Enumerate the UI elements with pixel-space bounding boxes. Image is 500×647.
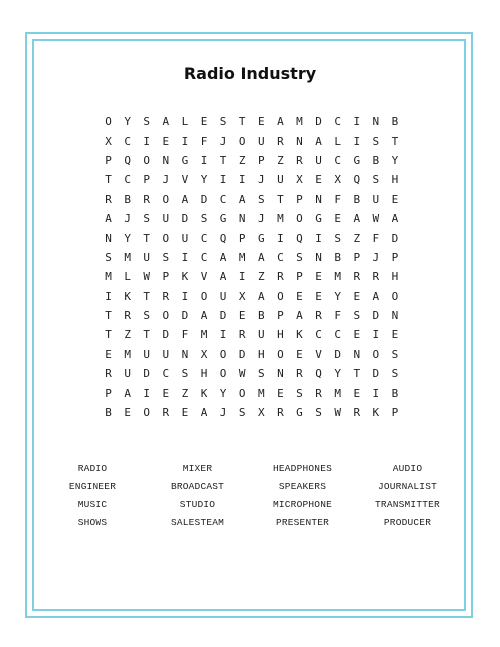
grid-letter: S: [296, 250, 303, 264]
grid-letter: O: [219, 367, 227, 381]
grid-letter: U: [162, 212, 170, 226]
grid-letter: R: [105, 192, 112, 206]
grid-letter: R: [296, 153, 303, 167]
grid-letter: A: [219, 270, 227, 284]
grid-letter: K: [372, 406, 380, 420]
grid-letter: T: [277, 192, 284, 206]
grid-letter: E: [296, 289, 303, 303]
grid-letter: I: [105, 289, 112, 303]
grid-letter: T: [105, 309, 112, 323]
grid-letter: Z: [181, 386, 189, 400]
grid-letter: A: [257, 289, 265, 303]
grid-letter: C: [334, 115, 341, 129]
grid-letter: D: [181, 212, 189, 226]
word-row: [40, 495, 460, 513]
grid-letter: D: [315, 115, 322, 129]
grid-letter: E: [238, 309, 246, 323]
grid-letter: I: [181, 134, 189, 148]
grid-letter: M: [257, 386, 265, 400]
grid-letter: R: [296, 367, 303, 381]
grid-letter: W: [143, 270, 151, 284]
grid-letter: P: [105, 153, 112, 167]
grid-row: [99, 403, 405, 422]
grid-letter: M: [124, 250, 131, 264]
grid-letter: J: [162, 173, 170, 187]
grid-letter: O: [277, 347, 284, 361]
grid-letter: H: [277, 328, 284, 342]
grid-letter: T: [143, 231, 151, 245]
grid-letter: I: [315, 231, 322, 245]
grid-letter: P: [162, 270, 170, 284]
grid-letter: P: [391, 250, 399, 264]
grid-letter: A: [200, 406, 208, 420]
grid-letter: S: [315, 406, 322, 420]
grid-letter: N: [315, 192, 322, 206]
grid-letter: F: [372, 231, 380, 245]
grid-letter: S: [353, 309, 361, 323]
grid-letter: R: [124, 309, 131, 323]
grid-letter: C: [200, 231, 208, 245]
grid-letter: Z: [257, 270, 265, 284]
grid-letter: P: [277, 309, 284, 323]
grid-letter: Q: [315, 367, 322, 381]
grid-letter: R: [277, 134, 284, 148]
grid-letter: P: [105, 386, 112, 400]
grid-letter: K: [200, 386, 208, 400]
grid-row: [99, 383, 405, 402]
grid-letter: R: [353, 406, 361, 420]
grid-letter: E: [277, 386, 284, 400]
grid-letter: Y: [334, 289, 341, 303]
grid-letter: P: [143, 173, 151, 187]
grid-letter: J: [219, 134, 227, 148]
grid-letter: O: [200, 289, 208, 303]
grid-letter: E: [181, 406, 189, 420]
puzzle-title: Radio Industry: [183, 64, 317, 83]
grid-letter: O: [143, 153, 151, 167]
grid-letter: Z: [353, 231, 361, 245]
grid-letter: C: [200, 250, 208, 264]
grid-letter: B: [257, 309, 265, 323]
grid-letter: G: [315, 212, 322, 226]
grid-letter: E: [105, 347, 112, 361]
grid-letter: E: [353, 328, 361, 342]
grid-letter: L: [334, 134, 341, 148]
grid-letter: N: [315, 250, 322, 264]
grid-letter: I: [372, 386, 380, 400]
search-word: MICROPHONE: [272, 498, 332, 510]
grid-letter: D: [372, 309, 380, 323]
grid-letter: I: [277, 231, 284, 245]
grid-row: [99, 209, 405, 228]
search-word: STUDIO: [179, 498, 216, 510]
grid-row: [99, 151, 405, 170]
grid-letter: U: [257, 328, 265, 342]
grid-letter: T: [391, 134, 399, 148]
search-word: JOURNALIST: [377, 480, 437, 492]
grid-letter: L: [181, 115, 189, 129]
grid-letter: D: [219, 309, 227, 323]
grid-letter: P: [391, 406, 399, 420]
word-list: [40, 459, 460, 531]
grid-letter: J: [257, 212, 265, 226]
grid-letter: C: [219, 192, 227, 206]
grid-row: [99, 248, 405, 267]
grid-letter: S: [334, 231, 341, 245]
grid-letter: F: [200, 134, 208, 148]
grid-letter: A: [105, 212, 112, 226]
grid-letter: M: [200, 328, 208, 342]
grid-row: [99, 112, 405, 131]
grid-letter: E: [257, 115, 265, 129]
grid-letter: N: [372, 115, 380, 129]
grid-letter: G: [181, 153, 189, 167]
grid-letter: S: [200, 212, 208, 226]
grid-letter: Y: [391, 153, 399, 167]
grid-letter: T: [143, 289, 151, 303]
word-row: [40, 477, 460, 495]
search-word: RADIO: [77, 462, 108, 474]
grid-letter: J: [124, 212, 131, 226]
grid-letter: E: [353, 289, 361, 303]
grid-letter: H: [391, 173, 399, 187]
grid-letter: W: [238, 367, 246, 381]
grid-letter: U: [162, 347, 170, 361]
grid-letter: D: [334, 347, 341, 361]
grid-letter: A: [391, 212, 399, 226]
search-word: MIXER: [182, 462, 213, 474]
grid-letter: R: [105, 367, 112, 381]
grid-letter: Y: [219, 386, 227, 400]
grid-row: [99, 228, 405, 247]
grid-letter: E: [391, 328, 399, 342]
grid-letter: C: [124, 134, 131, 148]
grid-letter: E: [391, 192, 399, 206]
grid-letter: N: [105, 231, 112, 245]
grid-letter: U: [257, 134, 265, 148]
grid-letter: Y: [124, 231, 131, 245]
grid-letter: E: [162, 386, 170, 400]
grid-letter: S: [391, 347, 399, 361]
grid-row: [99, 364, 405, 383]
grid-letter: P: [257, 153, 265, 167]
search-word: AUDIO: [392, 462, 423, 474]
grid-letter: N: [296, 134, 303, 148]
search-word: ENGINEER: [68, 480, 117, 492]
grid-letter: O: [238, 134, 246, 148]
grid-letter: D: [372, 367, 380, 381]
grid-letter: O: [391, 289, 399, 303]
grid-letter: Q: [219, 231, 227, 245]
grid-letter: I: [181, 250, 189, 264]
grid-letter: F: [334, 192, 341, 206]
grid-letter: S: [143, 115, 151, 129]
grid-letter: T: [143, 328, 151, 342]
grid-letter: E: [353, 386, 361, 400]
grid-letter: C: [162, 367, 170, 381]
grid-letter: T: [238, 115, 246, 129]
grid-letter: C: [124, 173, 131, 187]
grid-letter: C: [277, 250, 284, 264]
grid-letter: S: [238, 406, 246, 420]
grid-letter: E: [296, 347, 303, 361]
grid-letter: I: [143, 134, 151, 148]
grid-letter: H: [391, 270, 399, 284]
search-word: SPEAKERS: [278, 480, 327, 492]
grid-letter: M: [334, 270, 341, 284]
grid-letter: E: [315, 270, 322, 284]
grid-letter: D: [181, 309, 189, 323]
grid-letter: S: [372, 134, 380, 148]
grid-row: [99, 170, 405, 189]
grid-letter: B: [372, 153, 380, 167]
grid-letter: D: [143, 367, 151, 381]
grid-letter: O: [162, 231, 170, 245]
grid-letter: E: [200, 115, 208, 129]
grid-letter: R: [315, 386, 322, 400]
grid-letter: D: [238, 347, 246, 361]
grid-letter: H: [200, 367, 208, 381]
grid-letter: A: [257, 250, 265, 264]
grid-letter: V: [315, 347, 322, 361]
grid-row: [99, 190, 405, 209]
grid-letter: E: [334, 212, 341, 226]
grid-letter: R: [372, 270, 380, 284]
grid-letter: X: [296, 173, 303, 187]
grid-letter: R: [238, 328, 246, 342]
grid-letter: B: [105, 406, 112, 420]
grid-letter: A: [124, 386, 131, 400]
grid-row: [99, 287, 405, 306]
grid-letter: A: [353, 212, 361, 226]
grid-letter: T: [353, 367, 361, 381]
grid-letter: F: [334, 309, 341, 323]
grid-letter: U: [143, 250, 151, 264]
grid-letter: D: [391, 231, 399, 245]
grid-letter: O: [143, 406, 151, 420]
grid-letter: U: [372, 192, 380, 206]
grid-letter: S: [219, 115, 227, 129]
grid-letter: T: [219, 153, 227, 167]
grid-row: [99, 131, 405, 150]
grid-row: [99, 267, 405, 286]
grid-letter: K: [124, 289, 131, 303]
grid-letter: I: [219, 328, 227, 342]
grid-letter: O: [162, 309, 170, 323]
grid-letter: M: [334, 386, 341, 400]
search-word: TRANSMITTER: [375, 498, 440, 510]
grid-letter: S: [296, 386, 303, 400]
grid-letter: I: [353, 115, 361, 129]
grid-letter: I: [238, 173, 246, 187]
grid-letter: T: [105, 173, 112, 187]
grid-letter: E: [315, 289, 322, 303]
grid-letter: J: [257, 173, 265, 187]
grid-letter: B: [334, 250, 341, 264]
grid-letter: W: [372, 212, 380, 226]
grid-letter: X: [257, 406, 265, 420]
grid-letter: S: [391, 367, 399, 381]
grid-letter: A: [162, 115, 170, 129]
grid-letter: E: [315, 173, 322, 187]
grid-letter: U: [315, 153, 322, 167]
grid-letter: U: [181, 231, 189, 245]
grid-letter: P: [353, 250, 361, 264]
grid-letter: Z: [238, 153, 246, 167]
grid-letter: X: [105, 134, 112, 148]
grid-letter: J: [219, 406, 227, 420]
grid-letter: C: [315, 328, 322, 342]
grid-letter: I: [372, 328, 380, 342]
word-row: [40, 459, 460, 477]
grid-letter: N: [353, 347, 361, 361]
grid-letter: M: [277, 212, 284, 226]
grid-letter: A: [315, 134, 322, 148]
grid-letter: R: [353, 270, 361, 284]
grid-letter: Z: [124, 328, 131, 342]
grid-letter: S: [181, 367, 189, 381]
grid-row: [99, 306, 405, 325]
search-word: PRESENTER: [275, 516, 330, 528]
grid-letter: U: [124, 367, 131, 381]
grid-letter: U: [277, 173, 284, 187]
grid-letter: Q: [124, 153, 131, 167]
grid-letter: X: [334, 173, 341, 187]
grid-letter: S: [162, 250, 170, 264]
grid-letter: B: [391, 386, 399, 400]
grid-letter: R: [277, 406, 284, 420]
grid-letter: U: [219, 289, 227, 303]
grid-letter: B: [391, 115, 399, 129]
grid-letter: E: [124, 406, 131, 420]
grid-letter: Q: [353, 173, 361, 187]
search-word: HEADPHONES: [272, 462, 332, 474]
grid-letter: Y: [124, 115, 131, 129]
grid-letter: I: [353, 134, 361, 148]
grid-letter: S: [143, 212, 151, 226]
grid-letter: P: [238, 231, 246, 245]
grid-letter: B: [124, 192, 131, 206]
grid-letter: X: [200, 347, 208, 361]
grid-letter: Q: [296, 231, 303, 245]
grid-letter: I: [200, 153, 208, 167]
grid-letter: A: [219, 250, 227, 264]
grid-letter: O: [105, 115, 112, 129]
grid-letter: G: [353, 153, 361, 167]
grid-letter: I: [143, 386, 151, 400]
grid-letter: N: [238, 212, 246, 226]
grid-letter: A: [296, 309, 303, 323]
grid-letter: O: [372, 347, 380, 361]
grid-letter: F: [181, 328, 189, 342]
grid-letter: V: [200, 270, 208, 284]
grid-letter: S: [143, 309, 151, 323]
grid-letter: L: [124, 270, 131, 284]
grid-letter: Y: [334, 367, 341, 381]
grid-letter: A: [277, 115, 284, 129]
grid-letter: C: [334, 153, 341, 167]
grid-letter: A: [372, 289, 380, 303]
grid-letter: X: [238, 289, 246, 303]
grid-letter: O: [277, 289, 284, 303]
grid-row: [99, 345, 405, 364]
grid-letter: R: [162, 289, 170, 303]
grid-letter: Z: [277, 153, 284, 167]
word-row: [40, 513, 460, 531]
grid-letter: A: [181, 192, 189, 206]
grid-row: [99, 325, 405, 344]
grid-letter: T: [105, 328, 112, 342]
grid-letter: P: [296, 270, 303, 284]
grid-letter: S: [257, 367, 265, 381]
letter-grid: [99, 112, 405, 422]
grid-letter: N: [277, 367, 284, 381]
grid-letter: E: [162, 134, 170, 148]
grid-letter: S: [257, 192, 265, 206]
grid-letter: D: [200, 192, 208, 206]
search-word: PRODUCER: [383, 516, 432, 528]
grid-letter: A: [200, 309, 208, 323]
grid-letter: P: [296, 192, 303, 206]
grid-letter: M: [124, 347, 131, 361]
search-word: BROADCAST: [170, 480, 225, 492]
grid-letter: G: [257, 231, 265, 245]
grid-letter: O: [162, 192, 170, 206]
grid-letter: V: [181, 173, 189, 187]
grid-letter: U: [143, 347, 151, 361]
grid-letter: N: [391, 309, 399, 323]
grid-letter: N: [162, 153, 170, 167]
search-word: SHOWS: [77, 516, 108, 528]
grid-letter: R: [315, 309, 322, 323]
grid-letter: I: [238, 270, 246, 284]
grid-letter: C: [334, 328, 341, 342]
search-word: SALESTEAM: [170, 516, 225, 528]
grid-letter: J: [372, 250, 380, 264]
grid-letter: O: [296, 212, 303, 226]
grid-letter: I: [219, 173, 227, 187]
grid-letter: M: [296, 115, 303, 129]
search-word: MUSIC: [77, 498, 108, 510]
grid-letter: M: [105, 270, 112, 284]
grid-letter: K: [181, 270, 189, 284]
grid-letter: O: [238, 386, 246, 400]
grid-letter: A: [238, 192, 246, 206]
grid-letter: M: [238, 250, 246, 264]
grid-letter: G: [219, 212, 227, 226]
grid-letter: O: [219, 347, 227, 361]
grid-letter: B: [353, 192, 361, 206]
grid-letter: N: [181, 347, 189, 361]
grid-letter: I: [181, 289, 189, 303]
grid-letter: S: [105, 250, 112, 264]
grid-letter: K: [296, 328, 303, 342]
grid-letter: R: [277, 270, 284, 284]
grid-letter: W: [334, 406, 341, 420]
grid-letter: R: [143, 192, 151, 206]
grid-letter: S: [372, 173, 380, 187]
grid-letter: Y: [200, 173, 208, 187]
grid-letter: R: [162, 406, 170, 420]
grid-letter: H: [257, 347, 265, 361]
grid-letter: D: [162, 328, 170, 342]
grid-letter: G: [296, 406, 303, 420]
